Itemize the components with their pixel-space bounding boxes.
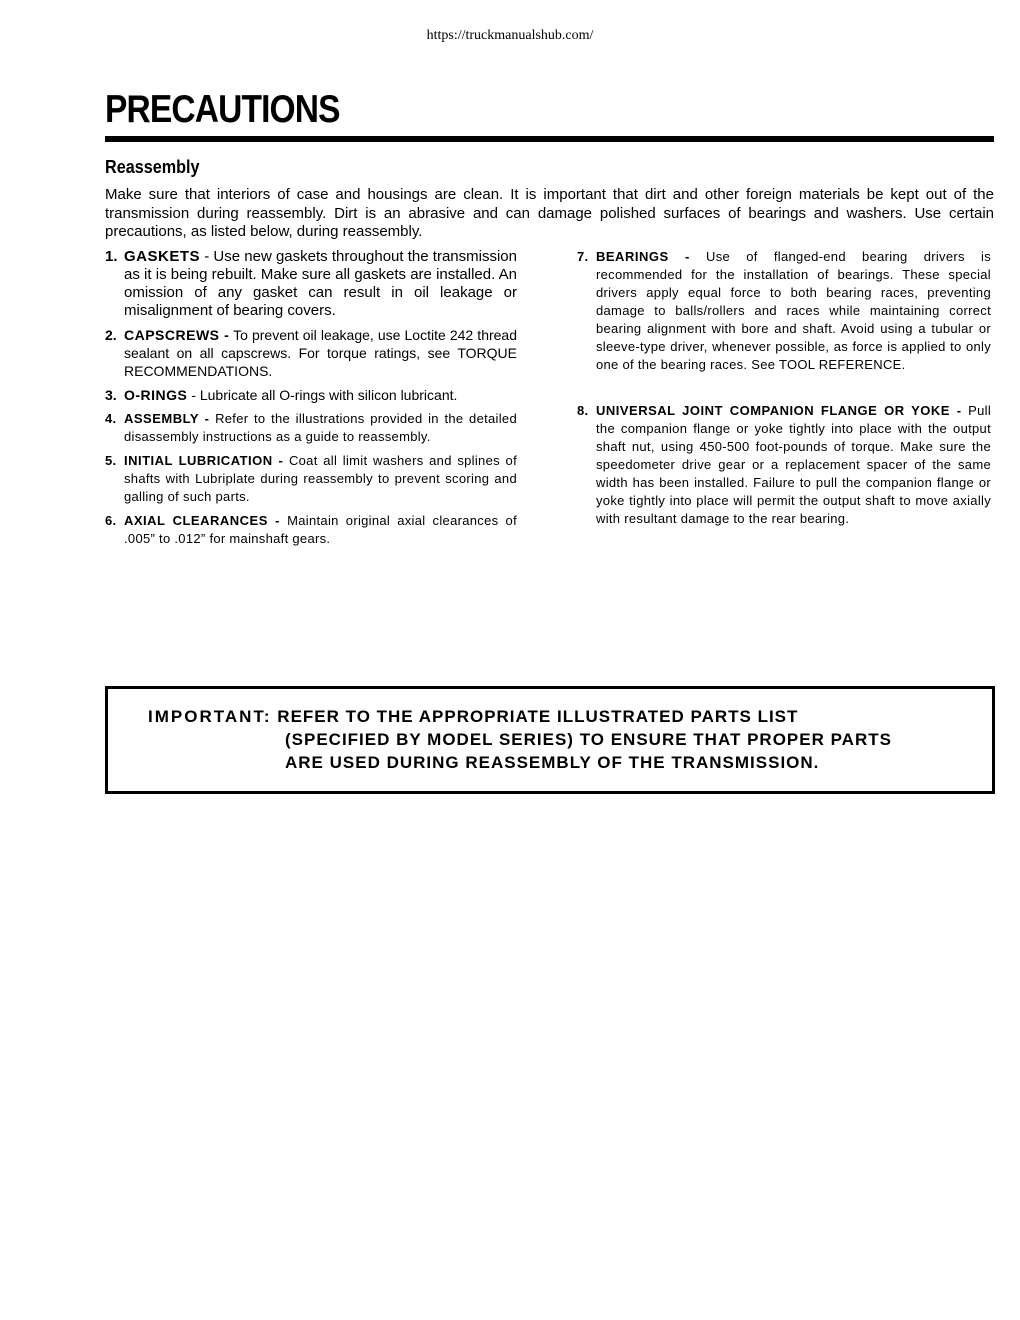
section-title: Reassembly (105, 157, 200, 177)
precautions-left-column (105, 248, 517, 554)
item-number: 2. (105, 327, 117, 343)
item-number: 5. (105, 453, 117, 468)
item-number: 6. (105, 513, 117, 528)
notice-line-3: ARE USED DURING REASSEMBLY OF THE TRANSMISSION. (285, 753, 820, 772)
precautions-right-column (577, 248, 991, 534)
precaution-item-gaskets (105, 248, 517, 320)
precaution-item-bearings (577, 248, 991, 374)
item-text: To prevent oil leakage, use Loctite 242 thread sealant on all capscrews. For torque ratings, see TORQUE RECOMMENDATIONS. (124, 327, 517, 379)
item-heading: O-RINGS (124, 387, 188, 403)
item-heading: AXIAL CLEARANCES - (124, 513, 281, 528)
item-text: Refer to the illustrations provided in the detailed disassembly instructions as a guide to reassembly. (124, 411, 517, 444)
item-heading: ASSEMBLY - (124, 411, 210, 426)
item-text: Use of flanged-end bearing drivers is recommended for the installation of bearings. These special drivers apply equal force to both bearing races, preventing damage to balls/rollers and races while maintaining correct bearing alignment with bore and shaft. Avoid using a tubular or sleeve-type driver, whenever possible, as force is applied to only one of the bearing races. See TOOL REFERENCE. (596, 249, 991, 372)
precaution-item-capscrews (105, 326, 517, 380)
precaution-item-o-rings (105, 386, 517, 404)
item-text: - Lubricate all O-rings with silicon lubricant. (187, 387, 458, 403)
item-text: Pull the companion flange or yoke tightly into place with the output shaft nut, using 450-500 foot-pounds of torque. Make sure the speedometer drive gear or a replacement spacer of the same width has been installed. Failure to pull the companion flange or yoke tightly into place will permit the output shaft to move axially with resultant damage to the rear bearing. (596, 403, 992, 526)
intro-paragraph: Make sure that interiors of case and housings are clean. It is important that dirt and other foreign materials be kept out of the transmission during reassembly. Dirt is an abrasive and can damage polished surfaces of bearings and washers. Use certain precautions, as listed below, during reassembly. (105, 186, 994, 240)
item-text: Coat all limit washers and splines of shafts with Lubriplate during reassembly to prevent scoring and galling of such parts. (124, 453, 517, 504)
item-heading: GASKETS (124, 248, 201, 265)
source-url: https://truckmanualshub.com/ (426, 28, 594, 43)
notice-line-2: (SPECIFIED BY MODEL SERIES) TO ENSURE THAT PROPER PARTS (285, 730, 892, 749)
precaution-item-universal-joint (577, 402, 991, 528)
item-heading: INITIAL LUBRICATION - (124, 453, 284, 468)
precaution-item-assembly (105, 410, 517, 446)
item-heading: BEARINGS - (596, 249, 690, 264)
item-heading: CAPSCREWS - (124, 327, 230, 343)
item-heading: UNIVERSAL JOINT COMPANION FLANGE OR YOKE - (596, 403, 962, 418)
title-rule (105, 136, 994, 142)
notice-line-1: REFER TO THE APPROPRIATE ILLUSTRATED PARTS LIST (271, 707, 799, 726)
precaution-item-initial-lubrication (105, 452, 517, 506)
page-title: PRECAUTIONS (105, 88, 340, 131)
item-number: 3. (105, 387, 117, 403)
item-text: Maintain original axial clearances of .005” to .012” for mainshaft gears. (124, 513, 517, 546)
item-text: - Use new gaskets throughout the transmission as it is being rebuilt. Make sure all gaskets are installed. An omission of any gasket can result in oil leakage or misalignment of bearing covers. (124, 248, 517, 319)
item-number: 8. (577, 403, 589, 418)
item-number: 1. (105, 248, 118, 265)
notice-lead: IMPORTANT: (148, 707, 272, 726)
precaution-item-axial-clearances (105, 512, 517, 548)
item-number: 7. (577, 249, 589, 264)
important-notice-text (148, 705, 958, 774)
important-notice-box (105, 686, 995, 794)
item-number: 4. (105, 411, 117, 426)
